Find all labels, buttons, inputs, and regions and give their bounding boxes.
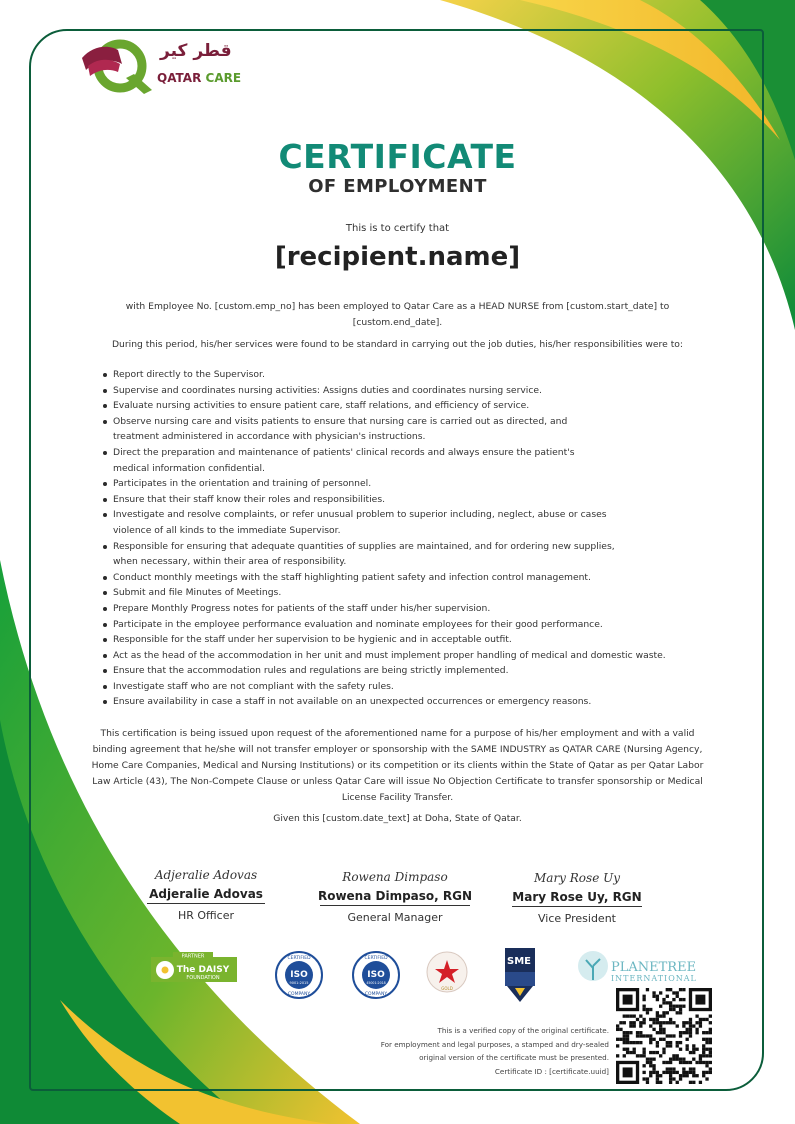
certificate-id: Certificate ID : [certificate.uuid] bbox=[494, 1066, 609, 1076]
sme-text: SME bbox=[507, 956, 531, 967]
planetree-main-text: PLANETREE bbox=[611, 960, 697, 975]
daisy-top-text: PARTNER bbox=[181, 953, 205, 960]
iso-seal-icon bbox=[351, 950, 401, 1000]
sme-award-icon bbox=[505, 948, 535, 1004]
signatory-vice-president bbox=[487, 871, 667, 925]
iso-arc-bottom: COMPANY bbox=[364, 992, 388, 997]
signatory-name: Mary Rose Uy, RGN bbox=[512, 890, 642, 904]
signatory-hr-officer bbox=[116, 868, 296, 922]
iso-arc-bottom: COMPANY bbox=[287, 992, 311, 997]
iso-arc-top: CERTIFIED bbox=[364, 956, 388, 961]
iso-9001-badge bbox=[273, 950, 325, 1000]
signature-handwriting: Rowena Dimpaso bbox=[342, 870, 448, 884]
planetree-sub-text: INTERNATIONAL bbox=[611, 974, 697, 983]
daisy-flower-icon bbox=[151, 952, 237, 986]
duty-item: Ensure that the accommodation rules and regulations are being strictly implemented. bbox=[101, 663, 741, 679]
certificate-subtitle: OF EMPLOYMENT bbox=[308, 176, 487, 197]
duty-item: Investigate and resolve complaints, or refer unusual problem to superior including, neglect, abuse or cases violence of all kinds to the immediate Supervisor. bbox=[101, 507, 628, 538]
duty-item: Responsible for ensuring that adequate quantities of supplies are maintained, and for ordering new supplies, when necessary, within their area of responsibility. bbox=[101, 539, 623, 570]
daisy-main-text: The DAISY bbox=[176, 965, 230, 975]
duty-item: Responsible for the staff under her supervision to be hygienic and in acceptable outfit. bbox=[101, 632, 741, 648]
certificate-title: CERTIFICATE bbox=[278, 137, 517, 176]
verification-line: original version of the certificate must be presented. bbox=[419, 1053, 609, 1062]
signature-line bbox=[147, 903, 265, 904]
duty-item: Ensure availability in case a staff in not available on an unexpected occurrences or emergency reasons. bbox=[101, 694, 741, 710]
signature-handwriting: Adjeralie Adovas bbox=[154, 868, 258, 882]
gold-seal-icon bbox=[425, 950, 469, 998]
planetree-tree-icon bbox=[575, 950, 710, 986]
logo-q-mark-icon bbox=[78, 36, 158, 96]
verification-line: For employment and legal purposes, a stamped and dry-sealed bbox=[380, 1039, 609, 1049]
iso-arc-top: CERTIFIED bbox=[287, 956, 311, 961]
signature-line bbox=[512, 906, 642, 907]
signature-handwriting: Mary Rose Uy bbox=[534, 871, 620, 885]
signatory-name: Rowena Dimpaso, RGN bbox=[317, 889, 473, 903]
verification-note bbox=[381, 1024, 609, 1078]
period-statement: During this period, his/her services were found to be standard in carrying out the job duties, his/her responsibilities were to: bbox=[111, 339, 684, 350]
duty-item: Direct the preparation and maintenance of patients' clinical records and always ensure the patient's medical information confidential. bbox=[101, 445, 583, 476]
given-statement: Given this [custom.date_text] at Doha, State of Qatar. bbox=[273, 813, 522, 824]
logo-brand-accent: CARE bbox=[205, 71, 242, 85]
duty-item: Act as the head of the accommodation in her unit and must implement proper handling of medical and domestic waste. bbox=[101, 648, 741, 664]
iso-code: 45001:2018 bbox=[366, 981, 386, 985]
signature-line bbox=[320, 905, 470, 906]
duty-item: Participates in the orientation and training of personnel. bbox=[101, 476, 741, 492]
iso-seal-icon bbox=[273, 950, 325, 1000]
duty-item: Participate in the employee performance evaluation and nominate employees for their good performance. bbox=[101, 617, 741, 633]
certify-intro: This is to certify that bbox=[345, 223, 450, 234]
iso-45001-badge bbox=[351, 950, 401, 1000]
gold-text: GOLD bbox=[441, 986, 453, 991]
daisy-sub-text: FOUNDATION bbox=[186, 975, 220, 981]
employment-statement: with Employee No. [custom.emp_no] has been employed to Qatar Care as a HEAD NURSE from [custom.start_date] to [custom.end_date]. bbox=[125, 301, 670, 328]
duty-item: Supervise and coordinates nursing activities: Assigns duties and coordinates nursing service. bbox=[101, 383, 741, 399]
verification-line: This is a verified copy of the original certificate. bbox=[437, 1026, 609, 1035]
duties-list bbox=[101, 367, 741, 710]
duty-item: Report directly to the Supervisor. bbox=[101, 367, 741, 383]
gold-accreditation-badge bbox=[425, 950, 469, 998]
signatory-general-manager bbox=[305, 870, 485, 924]
iso-main: ISO bbox=[367, 970, 385, 980]
iso-code: 9001:2015 bbox=[289, 981, 309, 985]
logo-brand-main: QATAR bbox=[157, 71, 202, 85]
verification-qr-code[interactable] bbox=[616, 988, 712, 1084]
duty-item: Evaluate nursing activities to ensure patient care, staff relations, and efficiency of service. bbox=[101, 398, 741, 414]
duty-item: Prepare Monthly Progress notes for patients of the staff under his/her supervision. bbox=[101, 601, 741, 617]
recipient-name: [recipient.name] bbox=[274, 242, 521, 272]
iso-main: ISO bbox=[290, 970, 308, 980]
certification-note: This certification is being issued upon request of the aforementioned name for a purpose of his/her employment and with a valid binding agreement that he/she will not transfer employer or sponsorship with the SAME INDUSTRY as QATAR CARE (Nursing Agency, Home Care Companies, Medical and Nursing Institutions) or its competition or its clients within the State of Qatar as per Qatar Labor Law Article (43), The Non-Compete Clause or unless Qatar Care will issue No Objection Certificate to transfer sponsorship or Medical License Facility Transfer. bbox=[91, 728, 704, 803]
daisy-foundation-badge bbox=[151, 952, 237, 986]
sme-award-badge bbox=[505, 948, 535, 1004]
duty-item: Submit and file Minutes of Meetings. bbox=[101, 585, 741, 601]
signatory-role: General Manager bbox=[347, 911, 443, 924]
signatory-name: Adjeralie Adovas bbox=[149, 887, 263, 901]
duty-item: Observe nursing care and visits patients to ensure that nursing care is carried out as directed, and treatment administered in accordance with physician's instructions. bbox=[101, 414, 613, 445]
logo-brand-text bbox=[157, 71, 241, 85]
duty-item: Ensure that their staff know their roles and responsibilities. bbox=[101, 492, 741, 508]
signatory-role: HR Officer bbox=[177, 909, 235, 922]
planetree-badge bbox=[575, 950, 710, 986]
duty-item: Conduct monthly meetings with the staff highlighting patient safety and infection control management. bbox=[101, 570, 741, 586]
duty-item: Investigate staff who are not compliant with the safety rules. bbox=[101, 679, 741, 695]
logo-arabic-text: قطر كير bbox=[160, 41, 232, 61]
signatory-role: Vice President bbox=[538, 912, 616, 925]
